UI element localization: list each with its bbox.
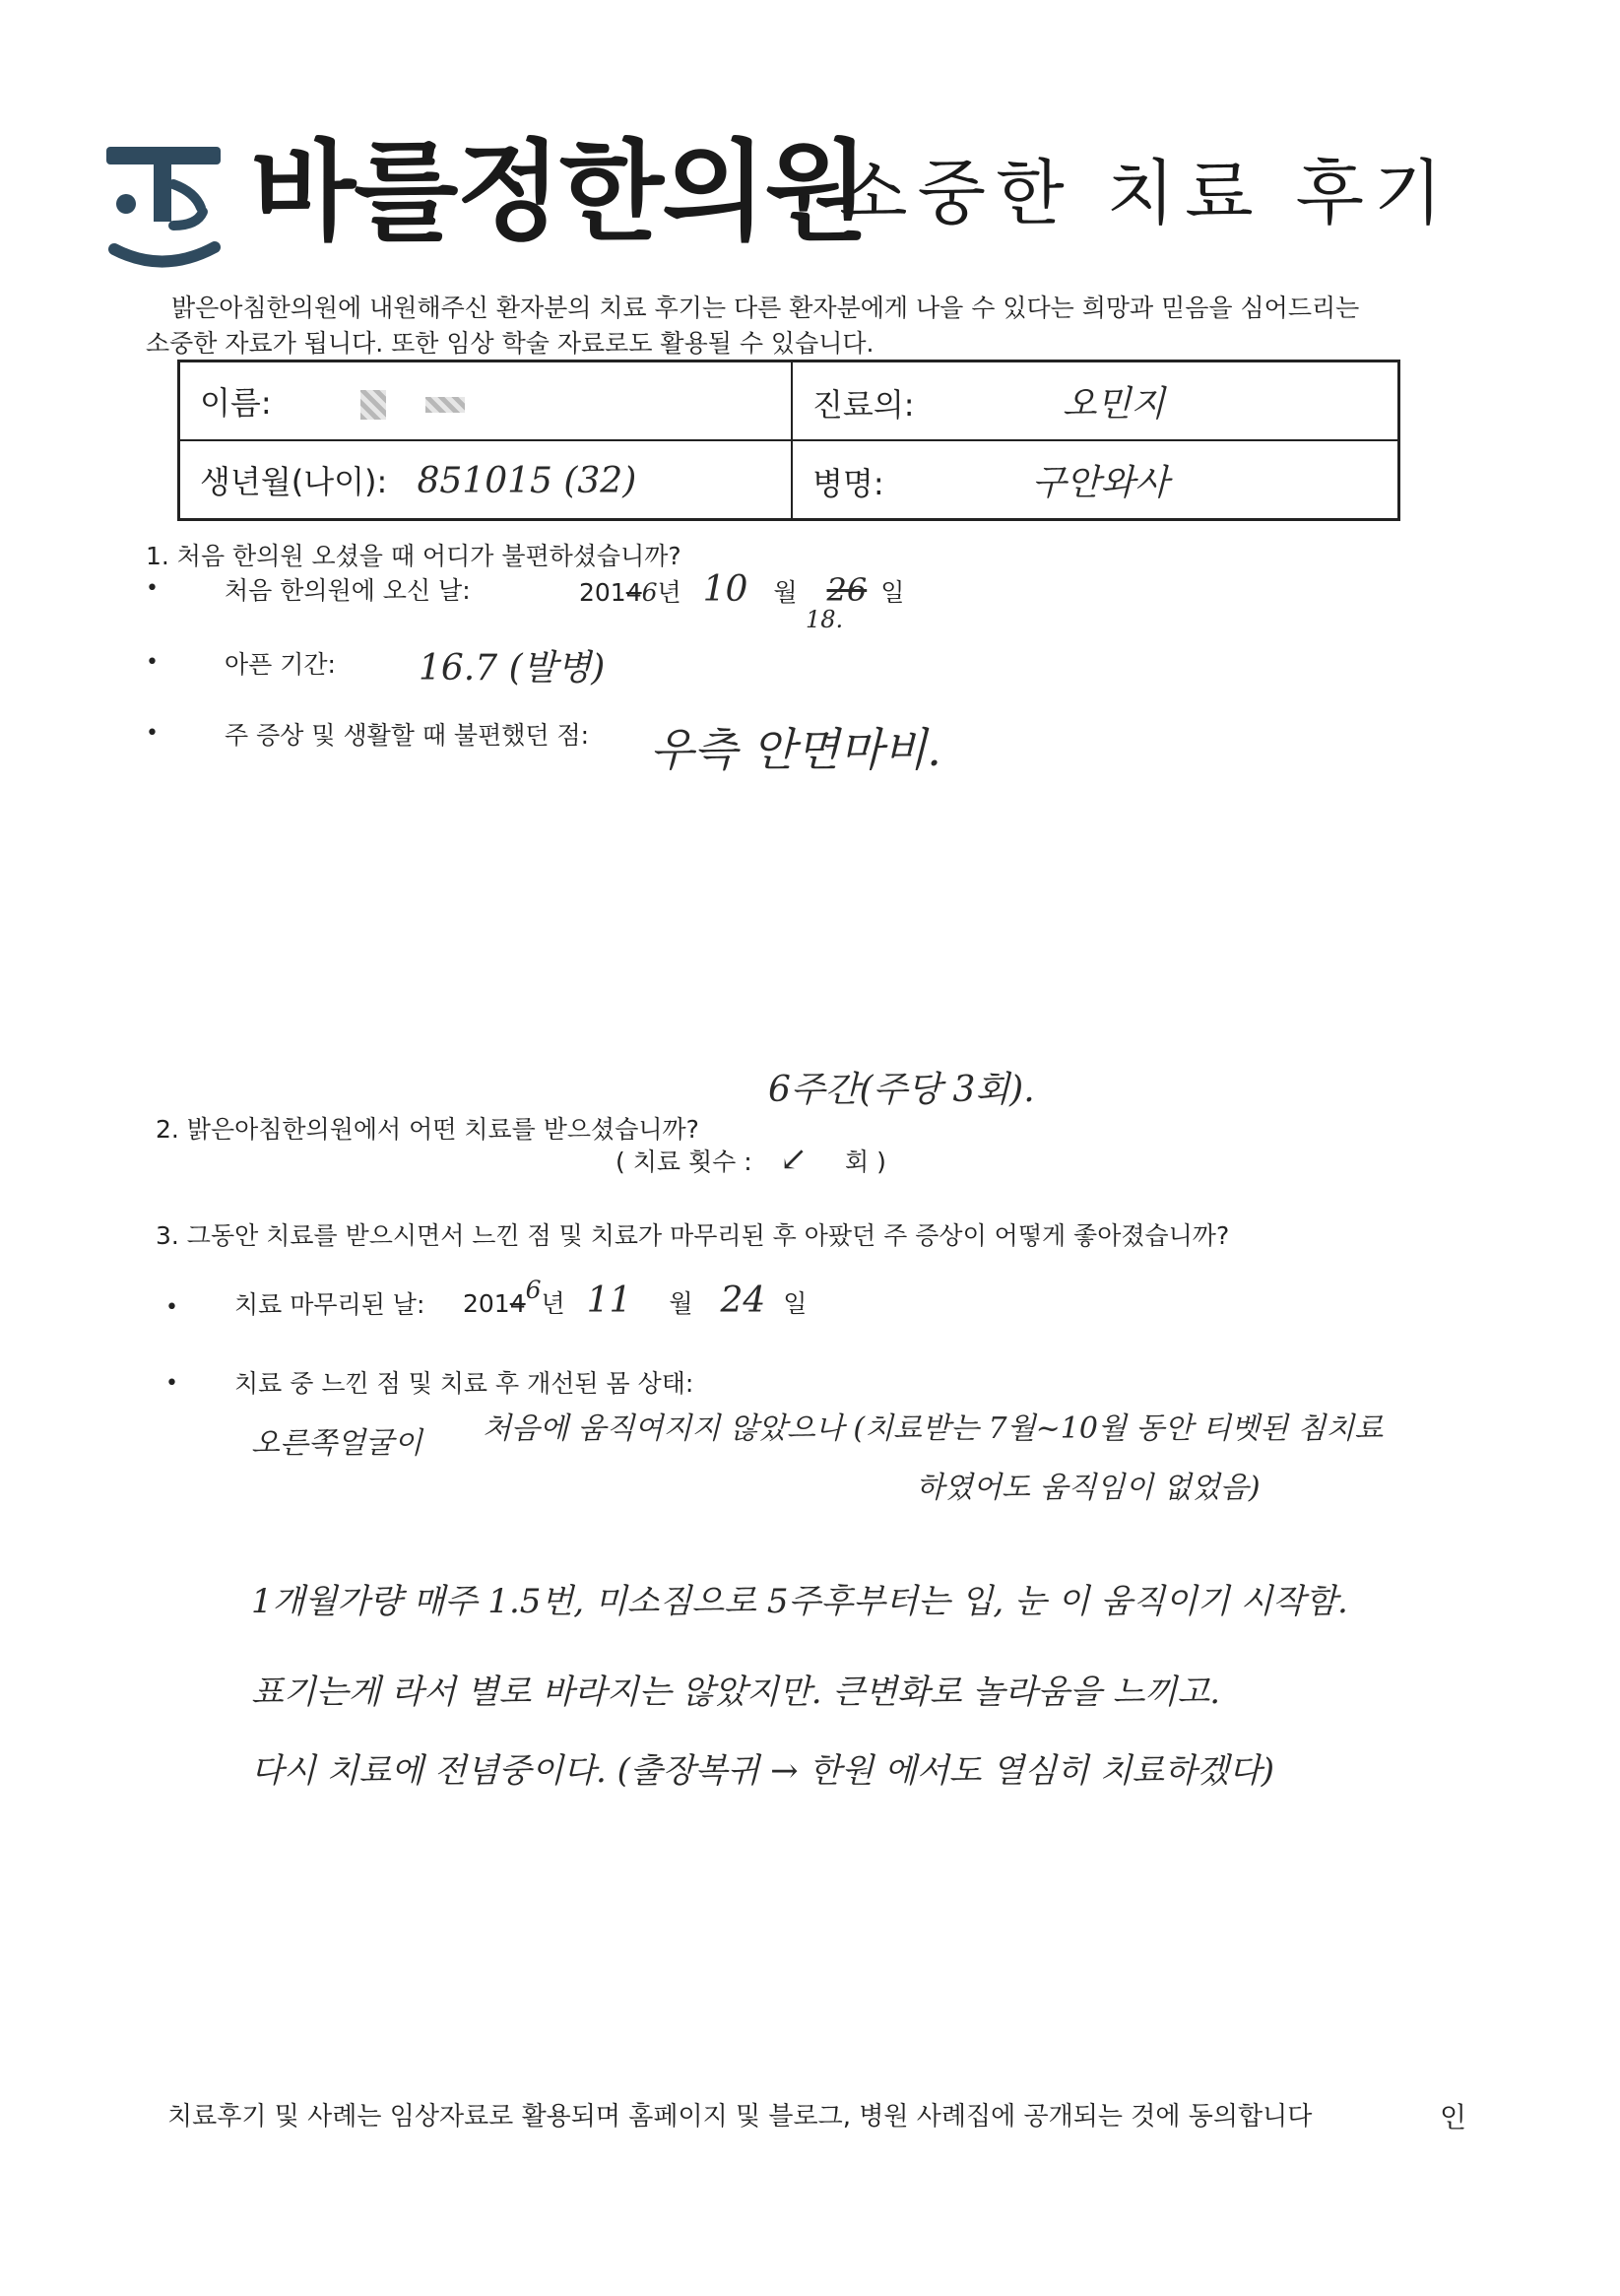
day-unit: 일 (880, 578, 905, 607)
review-line-2: 하였어도 움직임이 없었음) (916, 1471, 1261, 1505)
bullet: • (165, 1295, 178, 1320)
first-visit-label: 처음 한의원에 오신 날: (225, 576, 471, 605)
redacted-name (425, 397, 465, 413)
disease-value: 구안와사 (1031, 462, 1169, 503)
symptom-label: 주 증상 및 생활할 때 불편했던 점: (225, 721, 590, 750)
page-title: 소중한 치료 후기 (839, 152, 1453, 234)
day-unit: 일 (783, 1289, 808, 1318)
month-unit: 월 (669, 1289, 693, 1318)
treatment-count (616, 1140, 886, 1179)
year-hand: 6 (525, 1276, 542, 1304)
treatment-annotation: 6주간(주당 3회). (768, 1070, 1035, 1110)
end-date (463, 1276, 808, 1321)
doctor-cell (792, 361, 1399, 441)
month-value: 10 (702, 569, 748, 610)
q3-title: 3. 그동안 치료를 받으시면서 느낀 점 및 치료가 마무리된 후 아팠던 주 증상이 어떻게 좋아졌습니까? (156, 1221, 1230, 1250)
month-unit: 월 (773, 578, 798, 607)
bullet: • (165, 1371, 178, 1396)
patient-info-table (177, 360, 1400, 521)
year-unit: 년 (657, 578, 681, 607)
bullet: • (146, 721, 159, 746)
bullet: • (146, 650, 159, 675)
end-date-label: 치료 마무리된 날: (234, 1290, 425, 1319)
day-struck: 26 (826, 571, 868, 609)
intro-text (146, 291, 1426, 361)
consent-statement: 치료후기 및 사례는 임상자료로 활용되며 홈페이지 및 블로그, 병원 사례집에 공개되는 것에 동의합니다 (167, 2102, 1313, 2132)
disease-cell (792, 440, 1399, 520)
review-line-1a: 오른쪽얼굴이 (251, 1426, 422, 1461)
day-value: 24 (720, 1280, 766, 1321)
birth-cell (179, 440, 793, 520)
year-struck: 4 (509, 1289, 526, 1318)
count-suffix: 회 ) (845, 1148, 886, 1176)
year-unit: 년 (541, 1289, 565, 1318)
birth-value: 851015 (32) (417, 461, 637, 501)
count-mark: ↙ (779, 1140, 809, 1179)
year-prefix: 201 (579, 578, 626, 607)
day-correction: 18. (806, 606, 844, 633)
year-struck: 4 (625, 578, 642, 607)
review-line-5: 다시 치료에 전념중이다. (출장복귀 → 한원 에서도 열심히 치료하겠다) (251, 1751, 1275, 1791)
doctor-value: 오민지 (1062, 383, 1166, 425)
intro-line-1: 밝은아침한의원에 내원해주신 환자분의 치료 후기는 다른 환자분에게 나을 수 있다는 희망과 믿음을 심어드리는 (171, 294, 1360, 322)
symptom-value: 우측 안면마비. (650, 723, 941, 776)
clinic-logo-icon (104, 143, 223, 271)
first-visit-date (579, 569, 904, 610)
q1-title: 1. 처음 한의원 오셨을 때 어디가 불편하셨습니까? (146, 542, 681, 570)
bullet: • (146, 576, 159, 601)
pain-period-label: 아픈 기간: (225, 650, 336, 679)
intro-line-2: 소중한 자료가 됩니다. 또한 임상 학술 자료로도 활용될 수 있습니다. (146, 329, 875, 358)
name-label: 이름: (200, 384, 272, 422)
year-hand: 6 (641, 578, 658, 607)
pain-period-value: 16.7 (발병) (419, 648, 606, 689)
redacted-name (360, 390, 386, 420)
seal-label: 인 (1440, 2101, 1467, 2133)
review-line-1b: 처음에 움직여지지 않았으나 (치료받는 7월~10월 동안 티벳된 침치료 (483, 1411, 1384, 1446)
count-prefix: ( 치료 횟수 : (616, 1148, 752, 1176)
doctor-label: 진료의: (812, 385, 915, 424)
name-cell (179, 361, 793, 441)
q2-title: 2. 밝은아침한의원에서 어떤 치료를 받으셨습니까? (156, 1115, 699, 1144)
year-prefix: 201 (463, 1289, 510, 1318)
disease-label: 병명: (812, 464, 884, 502)
birth-label: 생년월(나이): (200, 463, 388, 500)
review-line-3: 1개월가량 매주 1.5번, 미소짐으로 5주후부터는 입, 눈 이 움직이기 시작함. (251, 1582, 1348, 1621)
clinic-name: 바를정한의원 (251, 129, 868, 255)
month-value: 11 (586, 1280, 632, 1321)
improvement-label: 치료 중 느낀 점 및 치료 후 개선된 몸 상태: (234, 1369, 694, 1398)
review-line-4: 표기는게 라서 별로 바라지는 않았지만. 큰변화로 놀라움을 느끼고. (251, 1673, 1221, 1712)
